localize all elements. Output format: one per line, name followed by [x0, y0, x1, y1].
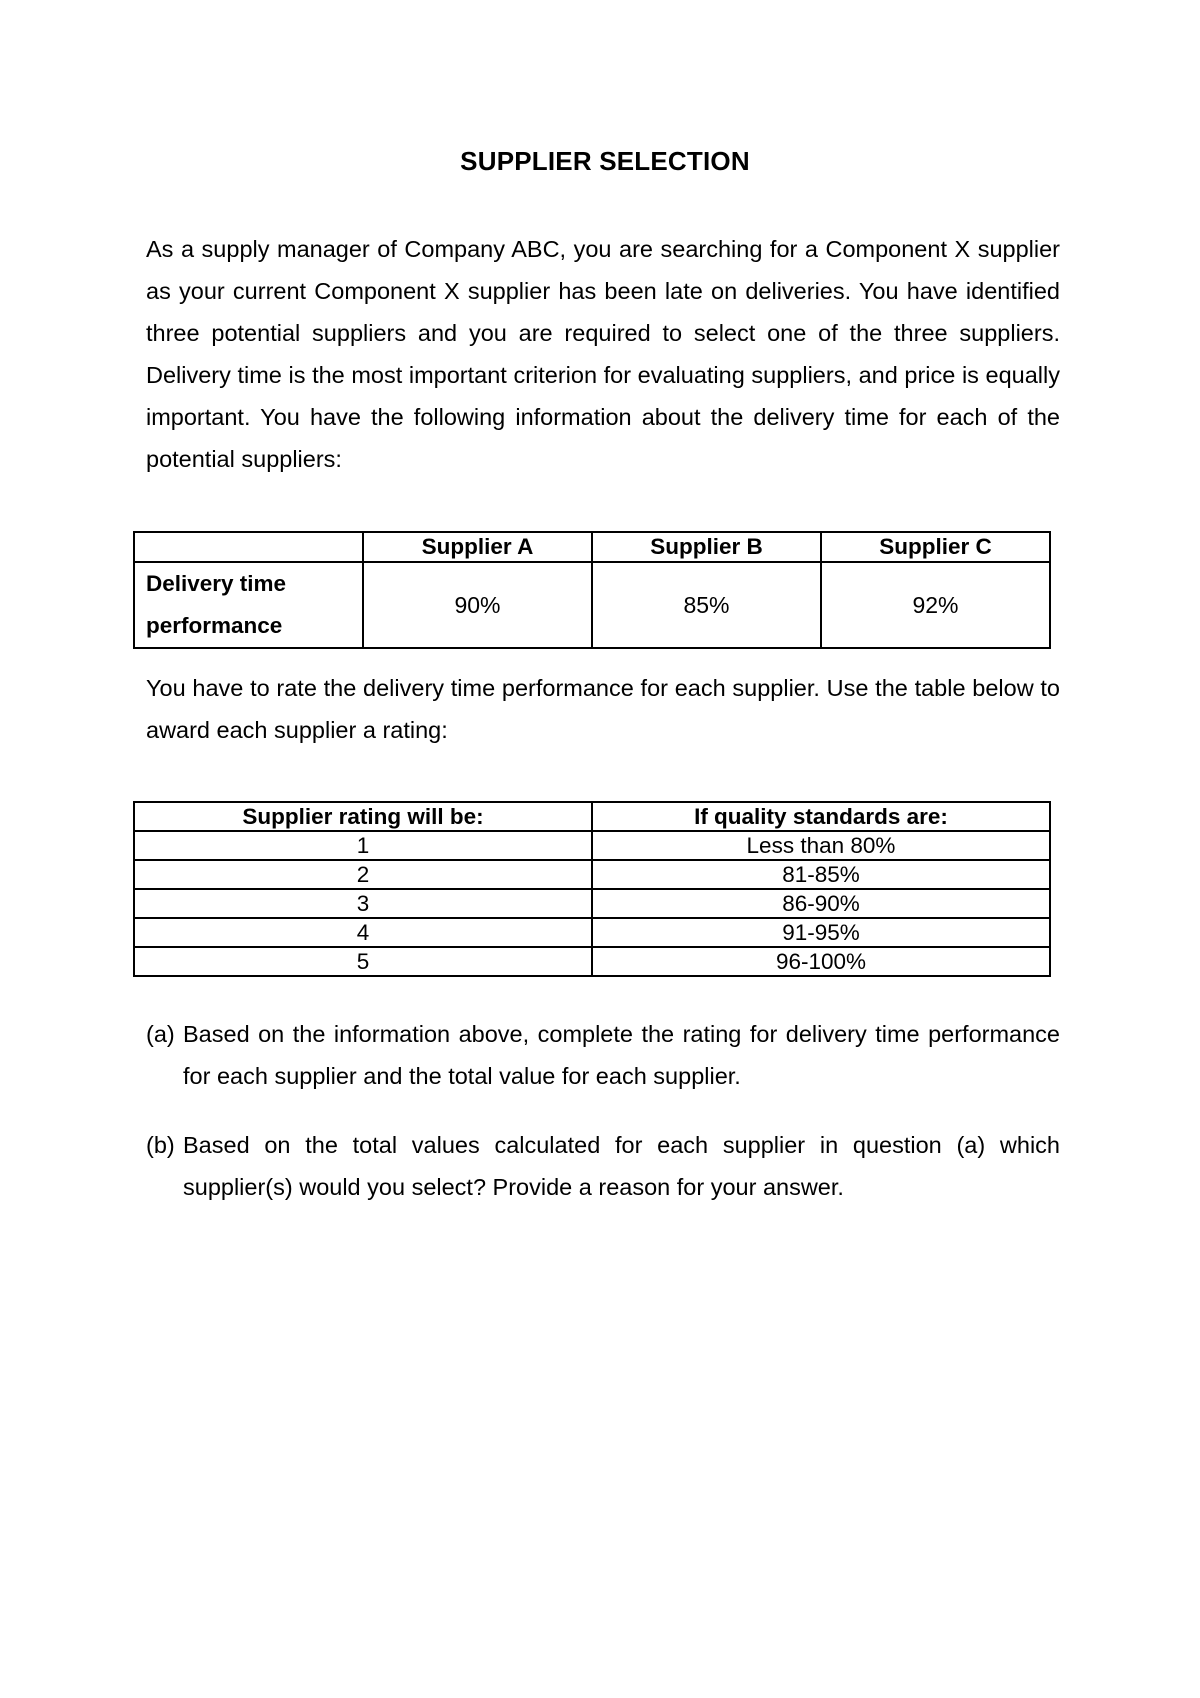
page-title: SUPPLIER SELECTION: [460, 146, 750, 176]
table-cell: Less than 80%: [592, 831, 1050, 860]
table-row: [134, 831, 1050, 860]
rating-scale-table: [133, 801, 1051, 977]
question-label: (a): [146, 1021, 175, 1047]
question-text: Based on the information above, complete the rating for delivery time performance for each supplier and the total value for each supplier.: [183, 1021, 1060, 1089]
table-cell: 3: [134, 889, 592, 918]
table-cell: 2: [134, 860, 592, 889]
table-row: [134, 860, 1050, 889]
table-row: [134, 918, 1050, 947]
table-header-cell: If quality standards are:: [592, 802, 1050, 831]
table-row: [134, 947, 1050, 976]
table-cell: 96-100%: [592, 947, 1050, 976]
row-label: Delivery time performance: [134, 562, 363, 648]
table-header-cell: [134, 532, 363, 562]
table-header-cell: Supplier C: [821, 532, 1050, 562]
table-cell: 90%: [363, 562, 592, 648]
table-cell: 92%: [821, 562, 1050, 648]
table-header-row: [134, 802, 1050, 831]
table-row: [134, 562, 1050, 648]
table-header-cell: Supplier rating will be:: [134, 802, 592, 831]
table-row: [134, 889, 1050, 918]
table-header-row: [134, 532, 1050, 562]
table-cell: 85%: [592, 562, 821, 648]
question-text: Based on the total values calculated for each supplier in question (a) which supplier(s) would you select? Provide a reason for your answer.: [183, 1132, 1060, 1200]
table-cell: 91-95%: [592, 918, 1050, 947]
delivery-performance-table: [133, 531, 1051, 649]
table-header-cell: Supplier B: [592, 532, 821, 562]
intro-paragraph: As a supply manager of Company ABC, you are searching for a Component X supplier as your current Component X supplier has been late on deliveries. You have identified three potential suppliers and you are required to select one of the three suppliers. Delivery time is the most important criterion for evaluating suppliers, and price is equally important. You have the following information about the delivery time for each of the potential suppliers:: [146, 236, 1060, 472]
table-cell: 81-85%: [592, 860, 1050, 889]
question-a: [146, 1013, 1060, 1097]
table-cell: 4: [134, 918, 592, 947]
table-header-cell: Supplier A: [363, 532, 592, 562]
instruction-paragraph: You have to rate the delivery time performance for each supplier. Use the table below to award each supplier a rating:: [146, 675, 1060, 743]
table-cell: 5: [134, 947, 592, 976]
question-b: [146, 1124, 1060, 1208]
question-label: (b): [146, 1132, 175, 1158]
table-cell: 86-90%: [592, 889, 1050, 918]
table-cell: 1: [134, 831, 592, 860]
